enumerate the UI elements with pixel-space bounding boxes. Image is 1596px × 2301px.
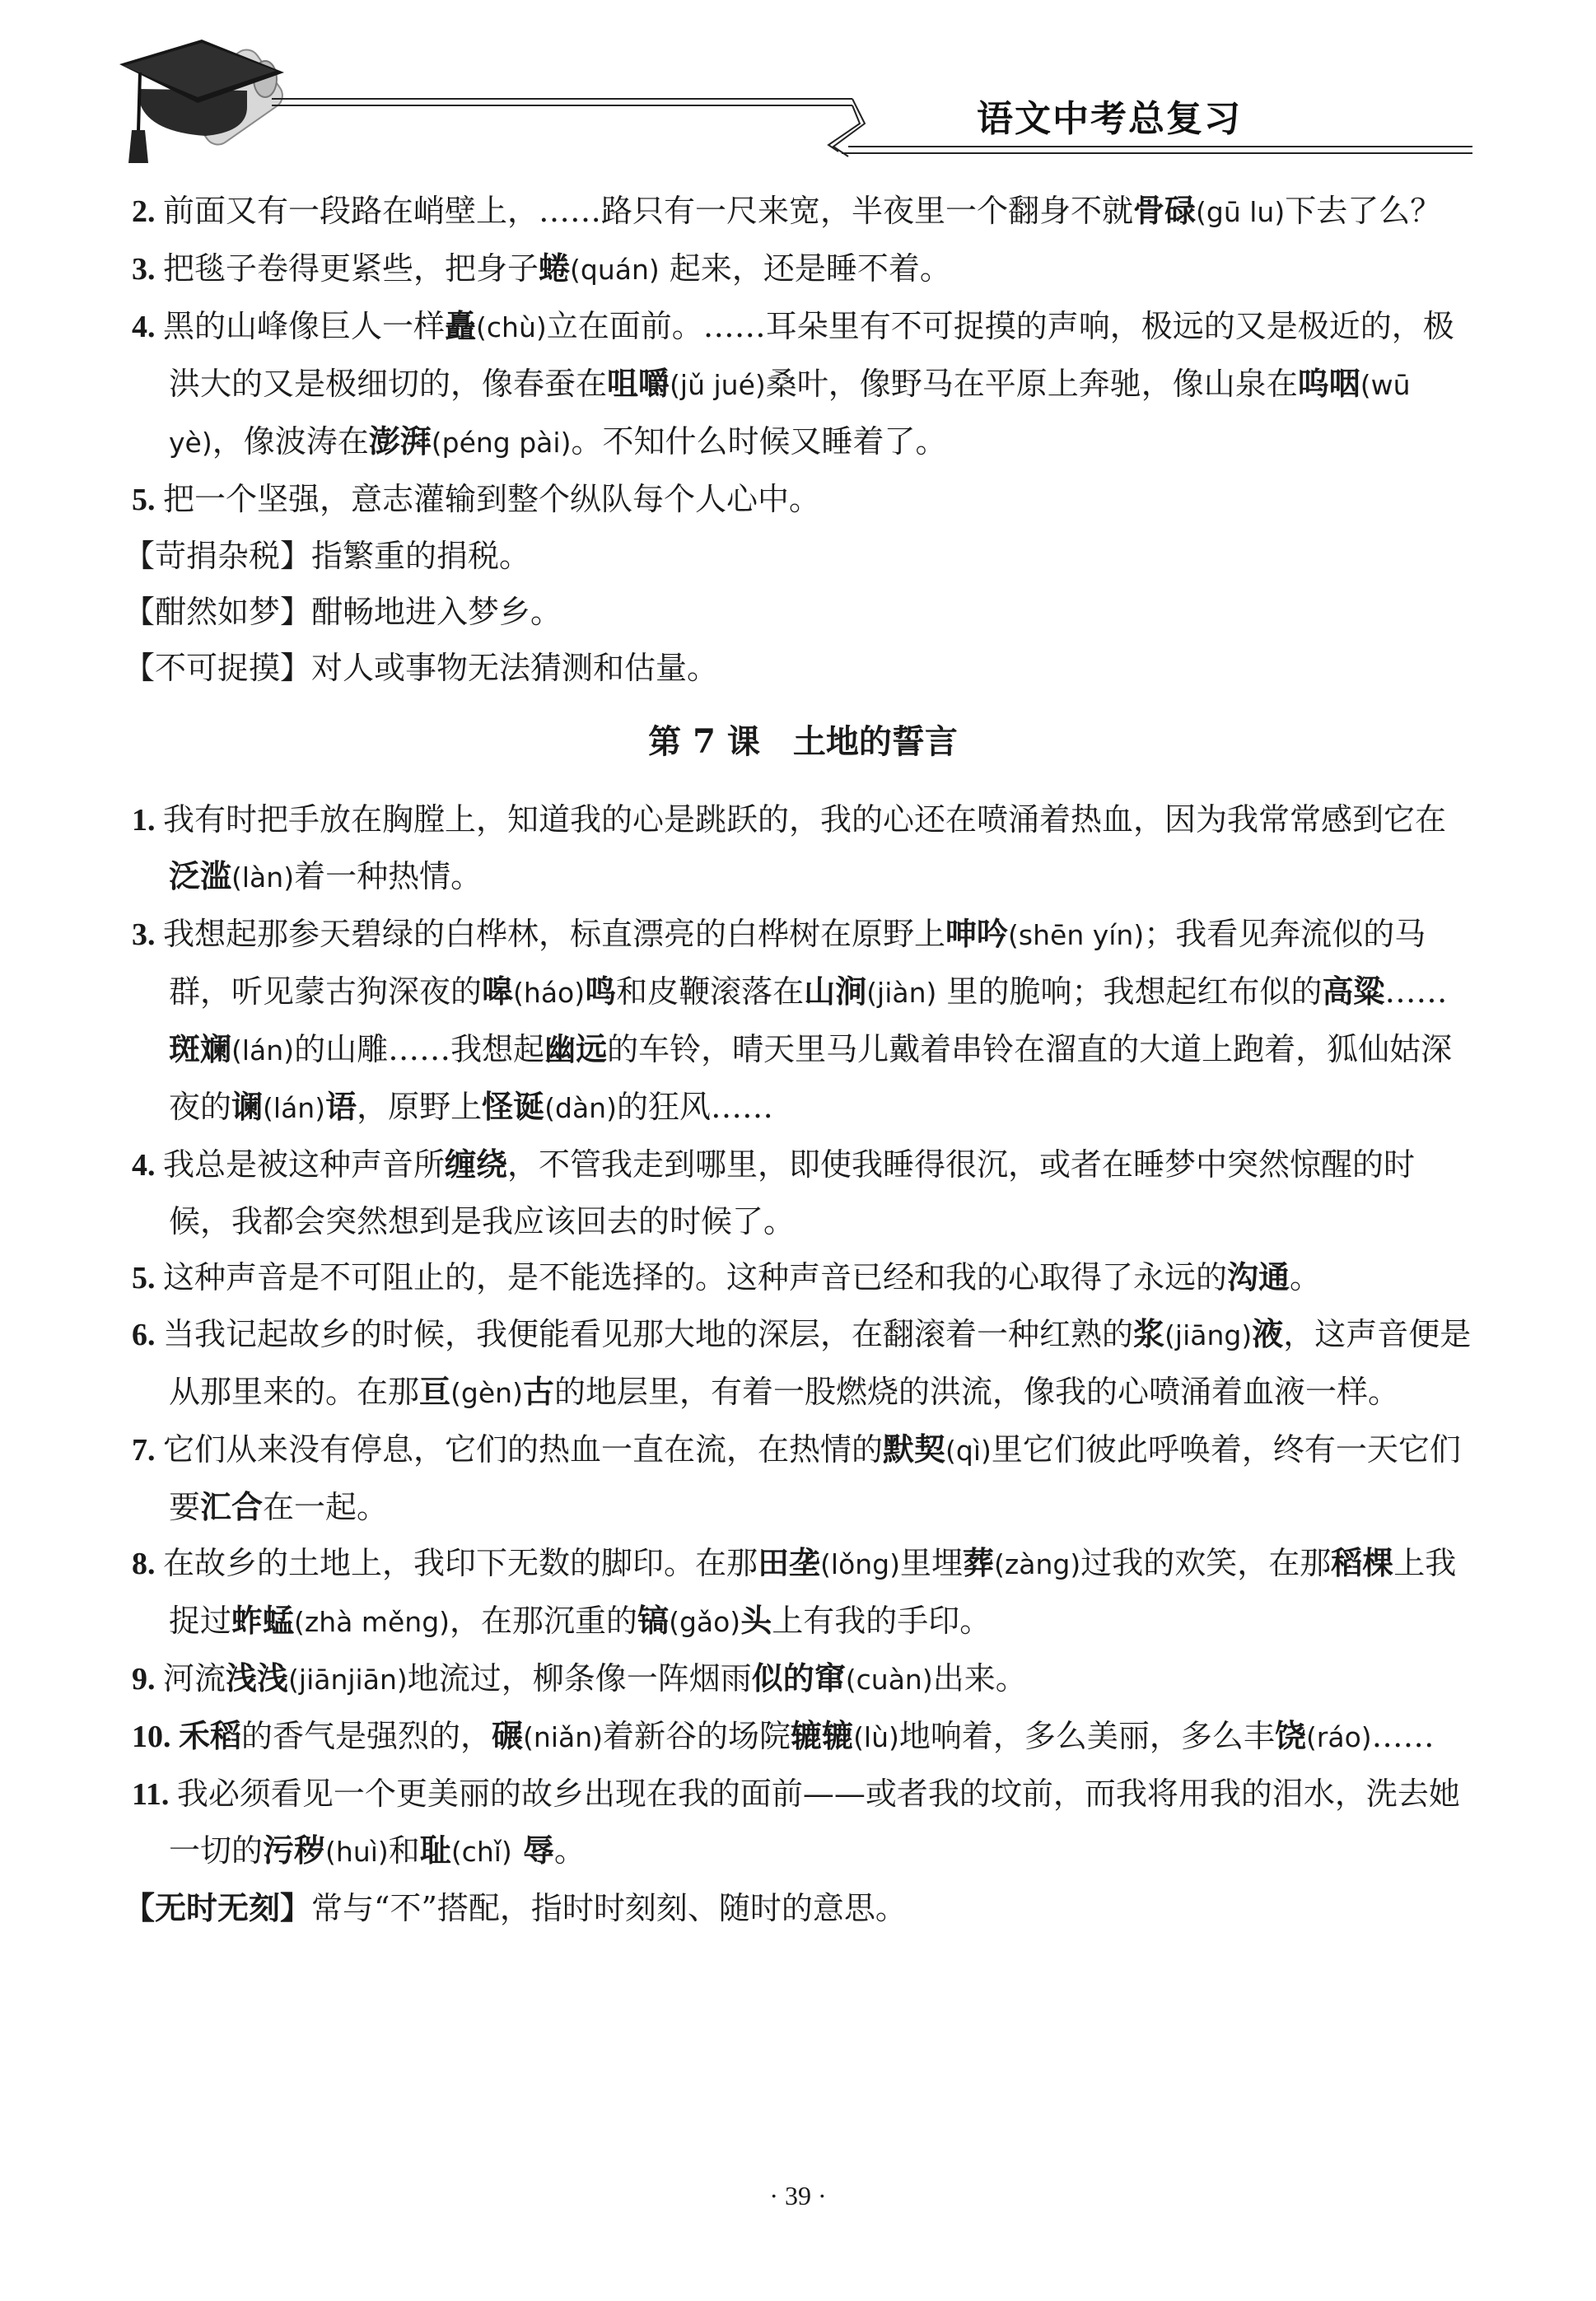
pinyin: (zàng) [994,1548,1081,1580]
item-number: 10. [132,1720,179,1754]
pinyin: (jiāng) [1164,1319,1253,1351]
pinyin: (lǒng) [820,1548,901,1580]
pinyin: (cuàn) [845,1664,933,1696]
page-header [0,0,1596,177]
section-previous-lesson [132,183,1474,528]
pinyin: (lán) [263,1092,326,1124]
text-run: 和 [388,1832,420,1869]
text-run: 把毯子卷得更紧些，把身子 [163,250,539,287]
item-number: 3. [132,917,163,952]
emphasized-word: 禾稻 [179,1717,242,1754]
text-run: 起来，还是睡不着。 [659,250,951,287]
emphasized-word: 呜咽 [1297,365,1360,402]
emphasized-word: 呻吟 [945,915,1009,952]
list-item [132,906,1474,1136]
text-run: 里它们彼此呼唤着，终有一天它们要 [169,1431,1461,1525]
text-run: 我有时把手放在胸膛上，知道我的心是跳跃的，我的心还在喷涌着热血，因为我常常感到它在 [163,801,1447,838]
text-run: 立在面前。……耳朵里有不可捉摸的声响，极远的又是极近的，极洪大的又是极细切的，像春蚕在 [169,308,1454,402]
list-item [132,471,1474,528]
text-run: 。 [1290,1259,1322,1295]
emphasized-word: 蜷 [539,250,571,287]
emphasized-word: 亘 [419,1373,451,1410]
text-run: 的香气是强烈的， [241,1718,492,1754]
idiom-definition: 酣畅地进入梦乡。 [311,594,562,630]
book-title: 语文中考总复习 [977,98,1242,140]
emphasized-word: 镐 [637,1602,670,1639]
text-run: 的山雕……我想起 [294,1031,545,1067]
emphasized-word: 默契 [883,1431,946,1468]
pinyin: (gèn) [450,1377,523,1409]
pinyin: (jiānjiān) [288,1664,408,1696]
emphasized-word: 鸣 [585,973,617,1010]
text-run: ，这声音便是从那里来的。在那 [169,1316,1472,1410]
pinyin: (làn) [231,861,295,894]
item-number: 11. [132,1777,177,1812]
emphasized-word: 山涧 [804,973,867,1010]
item-number: 4. [132,310,163,344]
emphasized-word: 沟通 [1227,1258,1290,1295]
idiom-term: 【无时无刻】 [124,1889,312,1926]
pinyin: (lù) [853,1721,899,1753]
text-run: 的车铃，晴天里马儿戴着串铃在溜直的大道上跑着，狐仙姑深夜的 [169,1031,1453,1125]
emphasized-word: 似的 [751,1659,814,1697]
text-run: 里的脆响；我想起红布似的 [936,973,1323,1010]
item-number: 6. [132,1318,163,1352]
text-run: 地流过，柳条像一阵烟雨 [407,1660,752,1697]
emphasized-word: 饶 [1274,1717,1306,1754]
text-run: 的地层里，有着一股燃烧的洪流，像我的心喷涌着血液一样。 [553,1374,1399,1410]
pinyin: (jiàn) [866,977,937,1009]
list-item [132,1306,1474,1421]
text-run: 河流 [163,1660,226,1697]
pinyin: (quán) [570,254,660,286]
graduation-cap-icon [0,0,1596,177]
emphasized-word: 怪诞 [482,1088,545,1125]
section-lesson-7 [132,791,1474,1880]
item-number: 5. [132,483,163,517]
emphasized-word: 碾 [492,1717,524,1754]
text-run: 上我捉过 [169,1545,1457,1639]
item-number: 4. [132,1148,163,1183]
lesson-title: 第 7 课 土地的誓言 [648,722,958,761]
text-run: 下去了么？ [1285,193,1442,229]
pinyin: (péng pài) [431,427,572,459]
list-item [132,1421,1474,1535]
list-item [132,298,1474,471]
text-run: ，在那沉重的 [450,1603,638,1639]
pinyin: (zhà měng) [294,1606,450,1638]
idiom-note [124,640,1474,696]
text-run: 。 [554,1832,586,1869]
emphasized-word: 古 [522,1373,554,1410]
pinyin: (gū lu) [1196,196,1286,228]
item-number: 7. [132,1433,163,1468]
idiom-note [124,584,1474,640]
text-run: 着新谷的场院 [603,1718,791,1754]
text-run: 把一个坚强，意志灌输到整个纵队每个人心中。 [163,481,821,517]
list-item [132,1249,1474,1306]
pinyin: (huì) [325,1836,389,1868]
list-item [132,791,1474,906]
text-run: 当我记起故乡的时候，我便能看见那大地的深层，在翻滚着一种红熟的 [163,1316,1134,1352]
emphasized-word: 耻 [419,1832,451,1869]
list-item [132,1708,1474,1766]
pinyin: (gǎo) [669,1606,741,1638]
text-run: 上有我的手印。 [772,1603,992,1639]
list-item [132,1136,1474,1249]
idiom-note [124,1880,1474,1936]
idiom-term: 【不可捉摸】 [124,650,312,686]
emphasized-word: 幽远 [544,1030,608,1067]
text-run: 里埋 [900,1545,964,1581]
emphasized-word: 田垄 [758,1544,821,1581]
emphasized-word: 嗥 [482,973,514,1010]
text-run: 着一种热情。 [294,858,483,894]
item-number: 8. [132,1547,163,1581]
text-run: 黑的山峰像巨人一样 [163,308,446,344]
list-item [132,240,1474,298]
pinyin: (shēn yín) [1008,919,1145,951]
emphasized-word: 骨碌 [1133,192,1197,229]
emphasized-word: 浆 [1133,1315,1165,1352]
emphasized-word: 咀嚼 [607,365,670,402]
pinyin: (jǔ jué) [670,369,766,401]
idiom-term: 【苛捐杂税】 [124,538,312,574]
idiom-definition: 指繁重的捐税。 [311,538,531,574]
idiom-term: 【酣然如梦】 [124,594,312,630]
text-run: …… [1371,1718,1435,1754]
emphasized-word: 汇合 [200,1488,264,1525]
item-number: 2. [132,194,163,229]
text-run: 它们从来没有停息，它们的热血一直在流，在热情的 [163,1431,884,1468]
text-run: 出来。 [932,1660,1027,1697]
pinyin: (dàn) [544,1092,617,1124]
list-item [132,1535,1474,1650]
idiom-note [124,528,1474,584]
text-run: 前面又有一段路在峭壁上，……路只有一尺来宽，半夜里一个翻身不就 [163,193,1134,229]
pinyin: (chǐ) [450,1836,512,1868]
text-run: 我必须看见一个更美丽的故乡出现在我的面前——或者我的坟前，而我将用我的泪水，洗去她一切的 [169,1776,1460,1869]
emphasized-word: 矗 [445,307,477,344]
text-run: ，不管我走到哪里，即使我睡得很沉，或者在睡梦中突然惊醒的时候，我都会突然想到是我应该回去的时候了。 [169,1146,1416,1239]
emphasized-word: 葬 [963,1544,995,1581]
emphasized-word: 头 [740,1602,772,1639]
emphasized-word: 谰 [231,1088,264,1125]
text-run: 和皮鞭滚落在 [616,973,805,1010]
text-run: …… [1384,973,1448,1010]
text-run: 在一起。 [263,1489,389,1525]
text-run: 。不知什么时候又睡着了。 [571,423,947,460]
page-number: · 39 · [769,2181,827,2210]
idiom-notes-lesson-7 [124,1880,1474,1936]
text-run: ；我看见奔流似的马群，听见蒙古狗深夜的 [169,916,1426,1010]
emphasized-word: 液 [1252,1315,1284,1352]
idiom-definition: 对人或事物无法猜测和估量。 [311,650,719,686]
emphasized-word: 斑斓 [169,1030,232,1067]
pinyin: (qì) [945,1435,992,1467]
emphasized-word: 语 [325,1088,357,1125]
emphasized-word: 稻棵 [1331,1544,1394,1581]
emphasized-word: 辘辘 [791,1717,854,1754]
emphasized-word: 高粱 [1322,973,1385,1010]
pinyin: (ráo) [1305,1721,1372,1753]
text-run: ，像波涛在 [212,423,369,460]
text-run: 地响着，多么美丽，多么丰 [898,1718,1275,1754]
idiom-notes-previous [124,528,1474,696]
emphasized-word: 污秽 [263,1832,326,1869]
pinyin: (chù) [476,311,547,343]
pinyin: (lán) [231,1034,295,1066]
item-number: 1. [132,803,163,838]
item-number: 3. [132,252,163,287]
emphasized-word: 澎湃 [368,422,432,460]
list-item [132,183,1474,240]
text-run: 我想起那参天碧绿的白桦林，标直漂亮的白桦树在原野上 [163,916,946,952]
item-number: 9. [132,1662,163,1697]
text-run: 的狂风…… [616,1089,773,1125]
list-item [132,1650,1474,1708]
pinyin: (wū yè) [169,369,1411,459]
emphasized-word: 窜 [814,1659,846,1697]
text-run: 我总是被这种声音所 [163,1146,446,1183]
page-content [124,183,1474,1936]
pinyin: (háo) [513,977,586,1009]
emphasized-word: 辱 [511,1832,555,1869]
text-run: 过我的欢笑，在那 [1080,1545,1332,1581]
text-run: 桑叶，像野马在平原上奔驰，像山泉在 [765,366,1298,402]
text-run: 这种声音是不可阻止的，是不能选择的。这种声音已经和我的心取得了永远的 [163,1259,1228,1295]
emphasized-word: 泛滥 [169,857,232,894]
text-run: 在故乡的土地上，我印下无数的脚印。在那 [163,1545,758,1581]
emphasized-word: 缠绕 [445,1146,508,1183]
list-item [132,1766,1474,1880]
text-run: ，原野上 [357,1089,483,1125]
emphasized-word: 浅浅 [226,1659,289,1697]
idiom-definition: 常与“不”搭配，指时时刻刻、随时的意思。 [311,1890,907,1926]
emphasized-word: 蚱蜢 [231,1602,295,1639]
item-number: 5. [132,1261,163,1295]
pinyin: (niǎn) [523,1721,604,1753]
